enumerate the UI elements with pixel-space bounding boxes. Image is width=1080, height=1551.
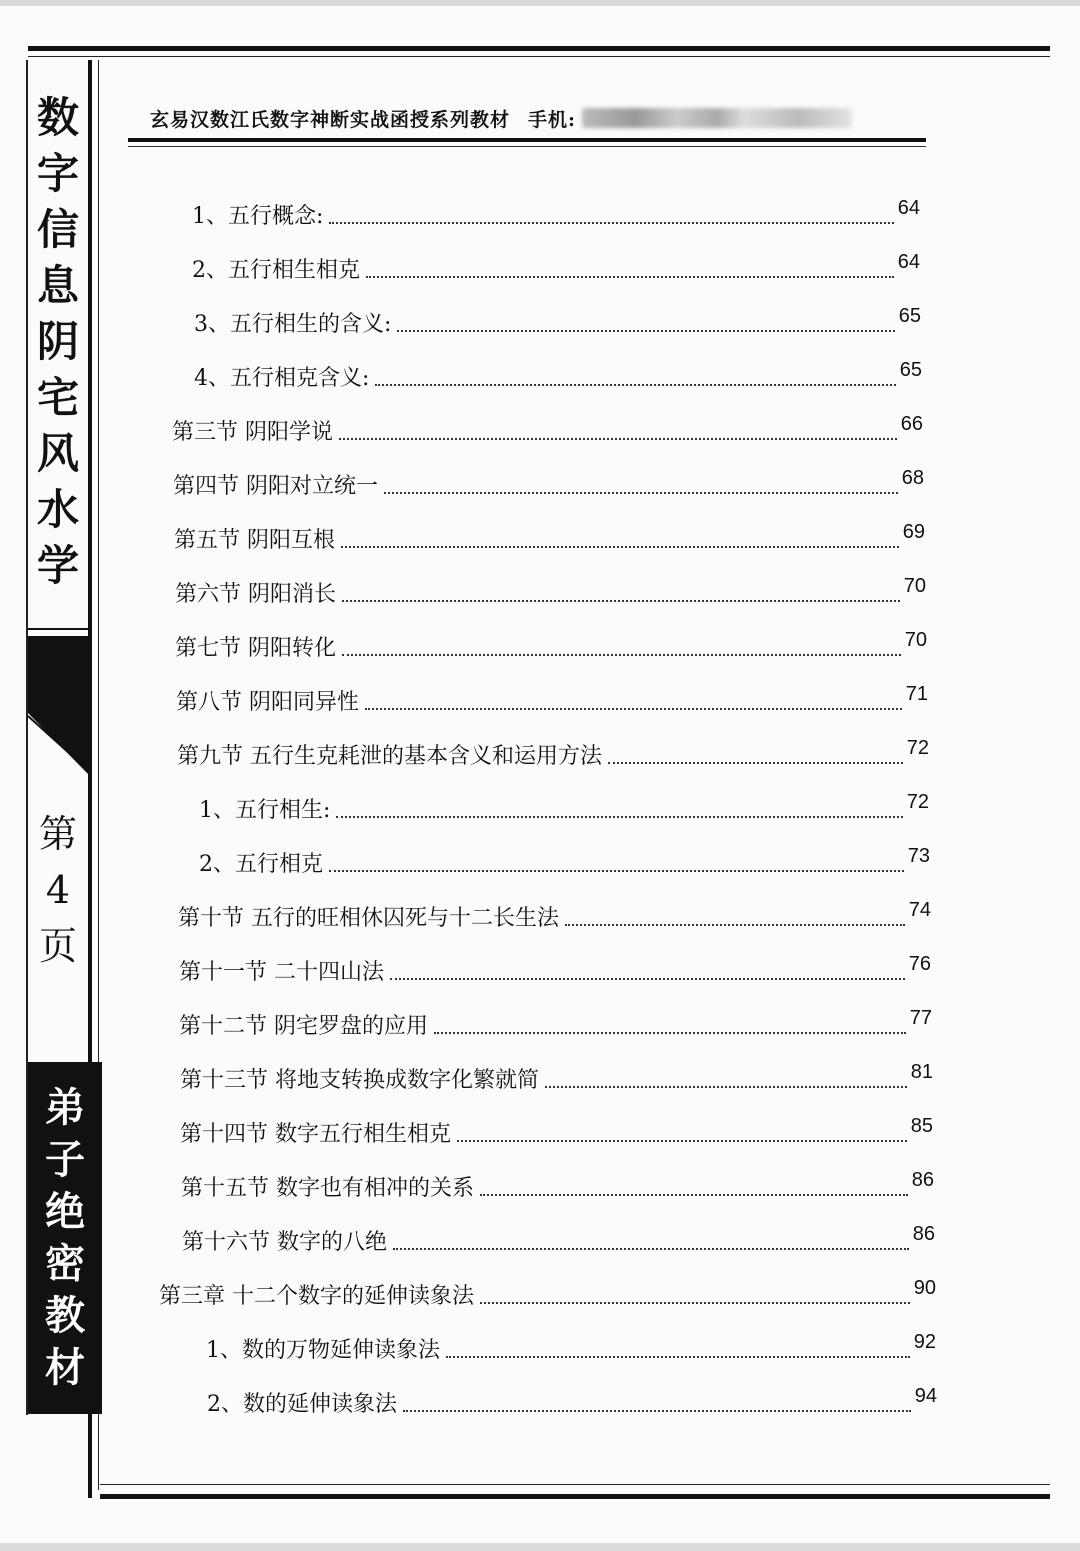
- toc-entry-page: 86: [911, 1169, 934, 1191]
- toc-entry-title: 第八节 阴阳同异性: [176, 690, 359, 715]
- toc-entry[interactable]: [181, 1168, 934, 1202]
- toc-entry-title: 1、数的万物延伸读象法: [206, 1338, 440, 1363]
- toc-entry-title: 第十四节 数字五行相生相克: [180, 1122, 451, 1147]
- page-label-char: 页: [38, 924, 77, 968]
- toc-leader-dots: [342, 600, 900, 602]
- toc-entry[interactable]: [175, 574, 926, 608]
- toc-entry[interactable]: [173, 466, 924, 500]
- toc-entry-page: 70: [903, 575, 926, 597]
- toc-entry[interactable]: [199, 790, 929, 824]
- bottom-label-char: 弟: [45, 1084, 85, 1131]
- toc-entry[interactable]: [179, 952, 931, 986]
- toc-entry[interactable]: [159, 1276, 936, 1310]
- toc-leader-dots: [446, 1356, 910, 1358]
- toc-entry-title: 第七节 阴阳转化: [175, 636, 336, 661]
- toc-entry-page: 65: [898, 305, 921, 327]
- toc-leader-dots: [403, 1410, 911, 1412]
- toc-entry-page: 72: [906, 791, 929, 813]
- toc-leader-dots: [329, 870, 904, 872]
- toc-entry-title: 1、五行概念:: [192, 204, 324, 229]
- toc-leader-dots: [390, 978, 905, 980]
- toc-entry[interactable]: [194, 304, 921, 338]
- vtitle-char: 息: [36, 261, 79, 310]
- toc-leader-dots: [339, 438, 897, 440]
- toc-entry-title: 第十节 五行的旺相休囚死与十二长生法: [178, 906, 559, 931]
- toc-entry-page: 64: [897, 251, 920, 273]
- toc-entry-title: 4、五行相克含义:: [194, 366, 370, 391]
- vtitle-char: 阴: [36, 317, 79, 366]
- header-title: 玄易汉数江氏数字神断实战函授系列教材: [150, 108, 511, 131]
- toc-entry-title: 第九节 五行生克耗泄的基本含义和运用方法: [177, 744, 602, 769]
- vtitle-char: 信: [36, 205, 79, 254]
- toc-leader-dots: [375, 384, 895, 386]
- toc-leader-dots: [366, 276, 894, 278]
- toc-entry[interactable]: [175, 628, 927, 662]
- toc-leader-dots: [397, 330, 894, 332]
- vtitle-char: 风: [36, 429, 79, 478]
- toc-entry-title: 第十一节 二十四山法: [179, 960, 384, 985]
- bottom-label-char: 绝: [45, 1188, 85, 1235]
- toc-entry-title: 1、五行相生:: [199, 798, 331, 823]
- toc-entry[interactable]: [177, 736, 929, 770]
- toc-entry-page: 77: [909, 1007, 932, 1029]
- toc-entry[interactable]: [206, 1330, 936, 1364]
- toc-entry[interactable]: [194, 358, 922, 392]
- toc-leader-dots: [365, 708, 902, 710]
- vtitle-char: 宅: [36, 373, 79, 422]
- bottom-label-char: 密: [45, 1240, 85, 1287]
- toc-entry-page: 85: [910, 1115, 933, 1137]
- page-label-number: 4: [45, 868, 71, 912]
- toc-leader-dots: [384, 492, 898, 494]
- vtitle-char: 字: [36, 149, 79, 198]
- toc-entry-title: 2、五行相克: [199, 852, 323, 877]
- toc-entry-page: 65: [899, 359, 922, 381]
- toc-leader-dots: [480, 1302, 910, 1304]
- toc-entry-page: 73: [907, 845, 930, 867]
- toc-entry-page: 74: [908, 899, 931, 921]
- toc-leader-dots: [329, 222, 893, 224]
- toc-entry-page: 76: [908, 953, 931, 975]
- toc-entry[interactable]: [192, 196, 920, 230]
- vtitle-char: 数: [36, 93, 79, 142]
- header-phone-label: 手机:: [528, 108, 577, 131]
- toc-leader-dots: [608, 762, 903, 764]
- toc-entry[interactable]: [180, 1060, 933, 1094]
- toc-entry-title: 第十二节 阴宅罗盘的应用: [179, 1014, 428, 1039]
- toc-leader-dots: [457, 1140, 907, 1142]
- toc-entry-page: 71: [905, 683, 928, 705]
- toc-entry-page: 92: [913, 1331, 936, 1353]
- toc-leader-dots: [393, 1248, 909, 1250]
- vtitle-char: 水: [36, 485, 79, 534]
- toc-entry-page: 90: [913, 1277, 936, 1299]
- toc-entry-title: 第五节 阴阳互根: [174, 528, 335, 553]
- toc-entry[interactable]: [174, 520, 925, 554]
- toc-entry-title: 第十三节 将地支转换成数字化繁就简: [180, 1068, 539, 1093]
- toc-entry[interactable]: [179, 1006, 932, 1040]
- toc-leader-dots: [341, 546, 899, 548]
- toc-entry[interactable]: [182, 1222, 935, 1256]
- toc-entry-title: 2、五行相生相克: [192, 258, 360, 283]
- toc-entry-title: 2、数的延伸读象法: [207, 1392, 397, 1417]
- toc-entry-page: 64: [897, 197, 920, 219]
- toc-leader-dots: [342, 654, 901, 656]
- page-label-char: 第: [38, 812, 77, 856]
- bottom-label-char: 教: [45, 1292, 85, 1339]
- toc-entry-page: 72: [906, 737, 929, 759]
- toc-entry[interactable]: [192, 250, 920, 284]
- toc-leader-dots: [545, 1086, 907, 1088]
- toc-entry-title: 第三章 十二个数字的延伸读象法: [159, 1284, 474, 1309]
- toc-leader-dots: [434, 1032, 906, 1034]
- toc-entry-title: 3、五行相生的含义:: [194, 312, 392, 337]
- toc-entry-page: 70: [904, 629, 927, 651]
- toc-entry-page: 66: [900, 413, 923, 435]
- toc-entry[interactable]: [178, 898, 931, 932]
- toc-entry-page: 69: [902, 521, 925, 543]
- toc-leader-dots: [480, 1194, 908, 1196]
- toc-entry[interactable]: [180, 1114, 933, 1148]
- toc-entry-page: 81: [910, 1061, 933, 1083]
- toc-entry-page: 86: [912, 1223, 935, 1245]
- toc-entry[interactable]: [172, 412, 923, 446]
- toc-entry-title: 第三节 阴阳学说: [172, 420, 333, 445]
- toc-entry-page: 94: [914, 1385, 937, 1407]
- toc-entry-title: 第十六节 数字的八绝: [182, 1230, 387, 1255]
- bottom-label-char: 子: [45, 1136, 85, 1183]
- vtitle-char: 学: [36, 541, 79, 590]
- toc-entry-title: 第四节 阴阳对立统一: [173, 474, 378, 499]
- toc-entry[interactable]: [199, 844, 930, 878]
- toc-leader-dots: [336, 816, 902, 818]
- toc-entry-page: 68: [901, 467, 924, 489]
- toc-entry[interactable]: [207, 1384, 937, 1418]
- toc-entry-title: 第六节 阴阳消长: [175, 582, 336, 607]
- bottom-label-char: 材: [45, 1344, 85, 1391]
- toc-entry[interactable]: [176, 682, 928, 716]
- toc-leader-dots: [565, 924, 905, 926]
- toc-entry-title: 第十五节 数字也有相冲的关系: [181, 1176, 474, 1201]
